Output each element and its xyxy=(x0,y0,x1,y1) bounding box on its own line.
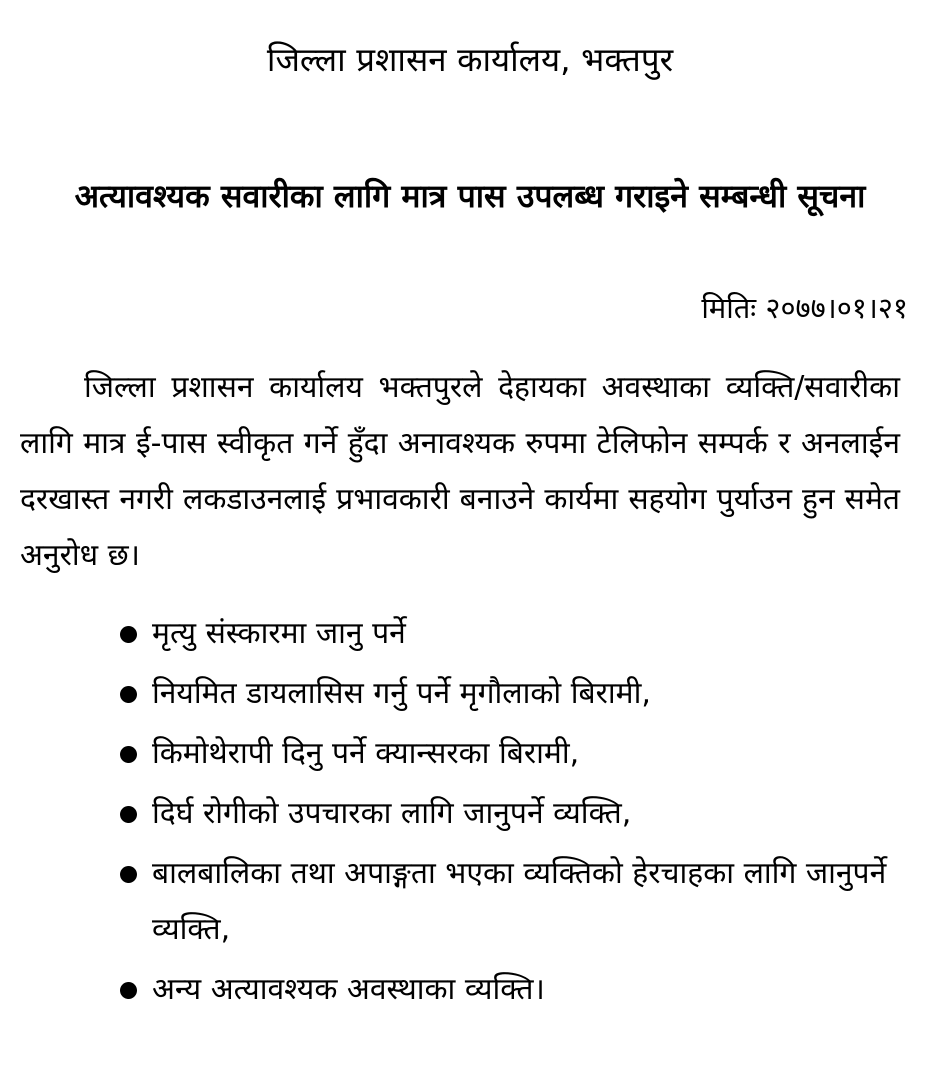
bullet-icon xyxy=(120,626,137,643)
bullet-icon xyxy=(120,686,137,703)
list-item-text: बालबालिका तथा अपाङ्गता भएका व्यक्तिको हेरचाहका लागि जानुपर्ने व्यक्ति, xyxy=(152,856,887,947)
bullet-icon xyxy=(120,982,137,999)
list-item-text: किमोथेरापी दिनु पर्ने क्यान्सरका बिरामी, xyxy=(152,736,580,771)
list-item xyxy=(118,666,908,722)
bullet-icon xyxy=(120,866,137,883)
list-item xyxy=(118,846,908,958)
office-name: जिल्ला प्रशासन कार्यालय, भक्तपुर xyxy=(266,40,674,79)
notice-heading: अत्यावश्यक सवारीका लागि मात्र पास उपलब्ध गराइने सम्बन्धी सूचना xyxy=(74,177,866,215)
list-item xyxy=(118,786,908,842)
list-item-text: दिर्घ रोगीको उपचारका लागि जानुपर्ने व्यक्ति, xyxy=(152,796,632,831)
list-item xyxy=(118,726,908,782)
list-item xyxy=(118,606,908,662)
bullet-icon xyxy=(120,806,137,823)
list-item xyxy=(118,962,908,1018)
notice-date: मितिः २०७७।०१।२१ xyxy=(701,291,908,325)
notice-body: जिल्ला प्रशासन कार्यालय भक्तपुरले देहायका अवस्थाका व्यक्ति/सवारीका लागि मात्र ई-पास स्वीकृत गर्ने हुँदा अनावश्यक रुपमा टेलिफोन सम्पर्क र अनलाईन दरखास्त नगरी लकडाउनलाई प्रभावकारी बनाउने कार्यमा सहयोग पुर्याउन हुन समेत अनुरोध छ। xyxy=(20,370,900,573)
list-item-text: अन्य अत्यावश्यक अवस्थाका व्यक्ति। xyxy=(152,972,545,1007)
eligibility-list xyxy=(118,606,908,1022)
list-item-text: नियमित डायलासिस गर्नु पर्ने मृगौलाको बिरामी, xyxy=(152,676,651,711)
bullet-icon xyxy=(120,746,137,763)
list-item-text: मृत्यु संस्कारमा जानु पर्ने xyxy=(152,616,406,651)
